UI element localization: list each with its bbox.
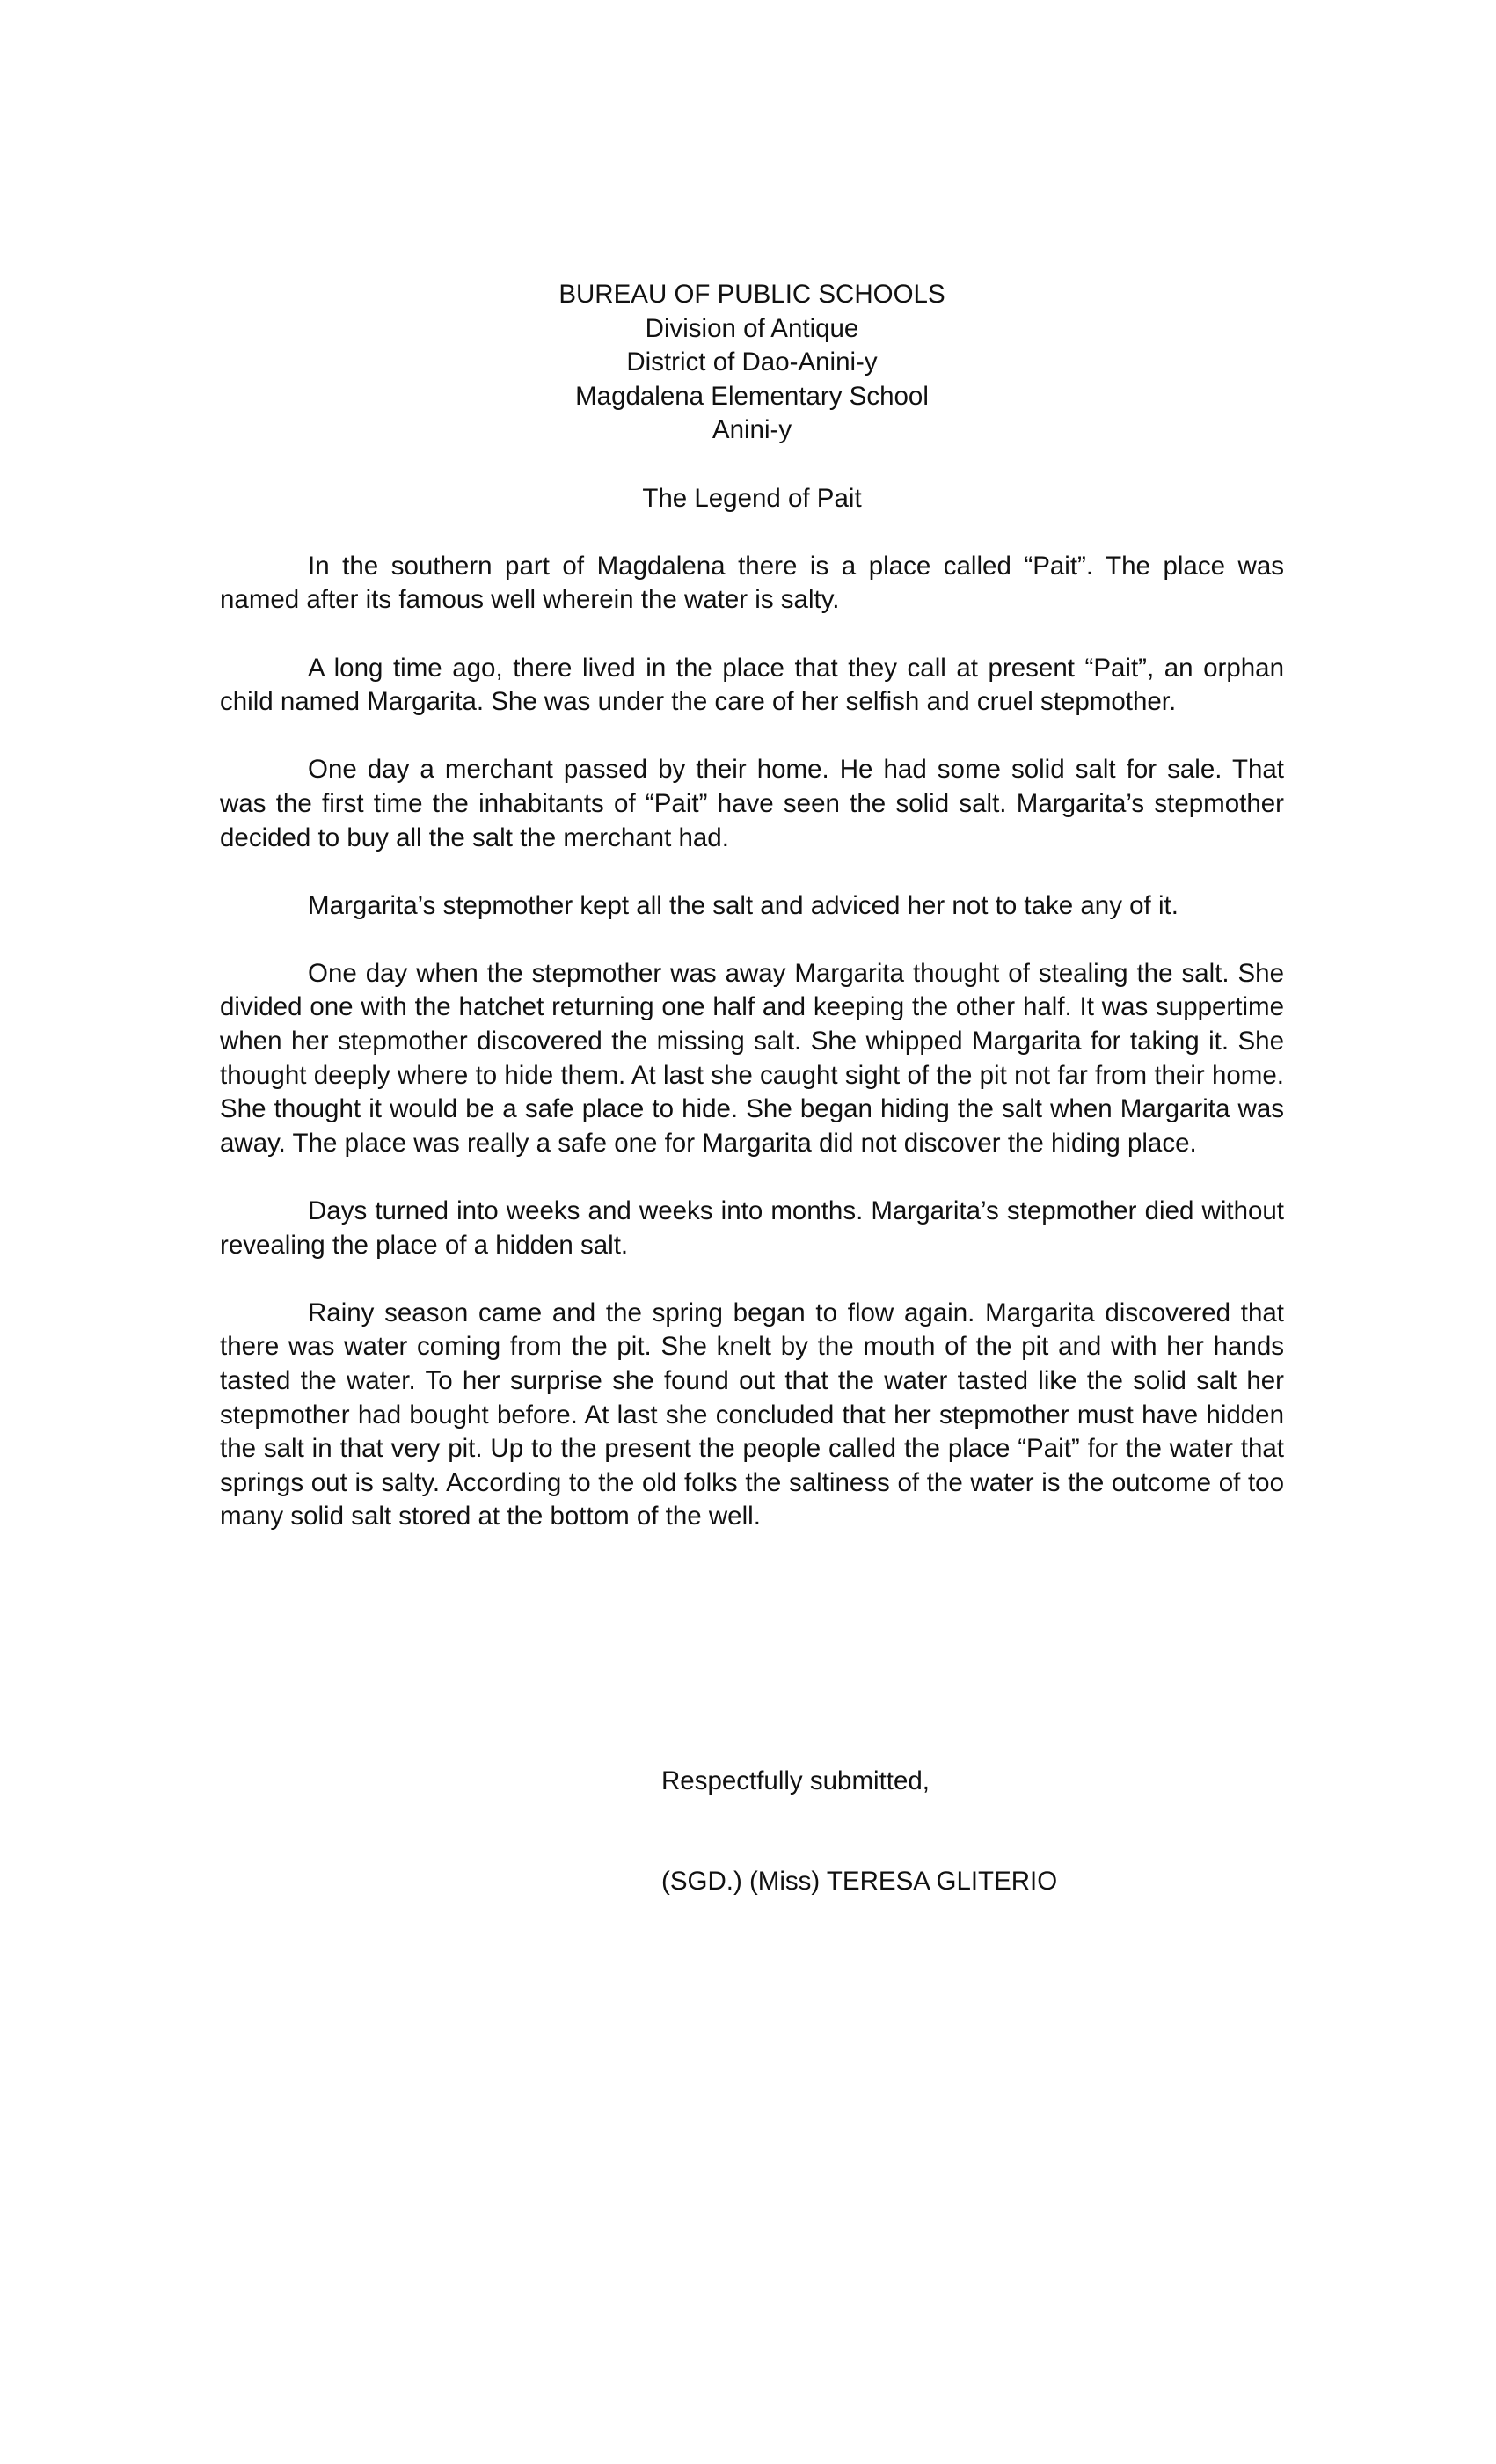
paragraph: One day when the stepmother was away Margarita thought of stealing the salt. She divided one with the hatchet returning one half and keeping the other half. It was suppertime when her stepmother discovered the missing salt. She whipped Margarita for taking it. She thought deeply where to hide them. At last she caught sight of the pit not far from their home. She thought it would be a safe place to hide. She began hiding the salt when Margarita was away. The place was really a safe one for Margarita did not discover the hiding place. [220,958,1284,1158]
closing-line: Respectfully submitted, [661,1766,930,1795]
letterhead-division: Division of Antique [645,313,859,343]
letterhead-district: District of Dao-Anini-y [626,347,878,377]
signature-line: (SGD.) (Miss) TERESA GLITERIO [661,1867,1058,1896]
paragraph: In the southern part of Magdalena there is a place called “Pait”. The place was named after its famous well wherein the water is salty. [220,551,1284,615]
letterhead [220,278,1284,448]
document-title: The Legend of Pait [642,483,862,513]
letterhead-bureau: BUREAU OF PUBLIC SCHOOLS [558,280,945,309]
letterhead-school: Magdalena Elementary School [575,381,929,411]
letterhead-town: Anini-y [712,415,792,445]
document-page [220,278,1284,1534]
paragraph: A long time ago, there lived in the place that they call at present “Pait”, an orphan child named Margarita. She was under the care of her selfish and cruel stepmother. [220,653,1284,717]
paragraph: One day a merchant passed by their home. He had some solid salt for sale. That was the first time the inhabitants of “Pait” have seen the solid salt. Margarita’s stepmother decided to buy all the salt the merchant had. [220,755,1284,852]
paragraph: Days turned into weeks and weeks into months. Margarita’s stepmother died without revealing the place of a hidden salt. [220,1196,1284,1260]
paragraph: Margarita’s stepmother kept all the salt and adviced her not to take any of it. [308,890,1179,920]
paragraph: Rainy season came and the spring began to flow again. Margarita discovered that there was water coming from the pit. She knelt by the mouth of the pit and with her hands tasted the water. To her surprise she found out that the water tasted like the solid salt her stepmother had bought before. At last she concluded that her stepmother must have hidden the salt in that very pit. Up to the present the people called the place “Pait” for the water that springs out is salty. According to the old folks the saltiness of the water is the outcome of too many solid salt stored at the bottom of the well. [220,1298,1284,1532]
